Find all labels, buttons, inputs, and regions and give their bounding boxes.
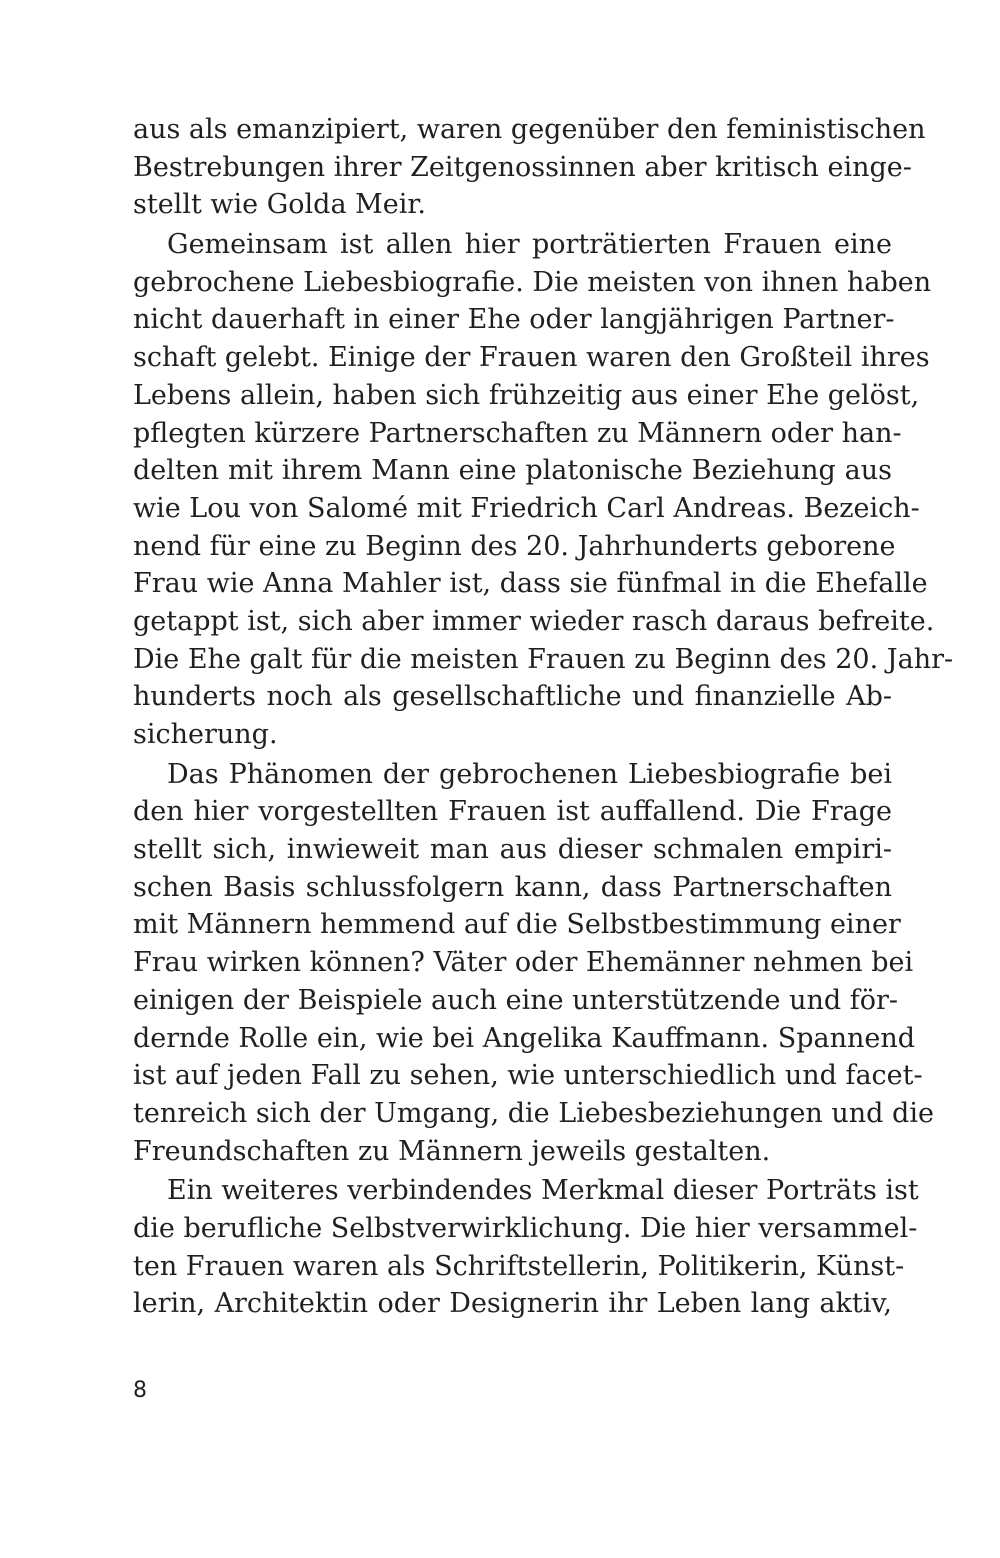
text-line: Frau wie Anna Mahler ist, dass sie fünfmal in die Ehefalle [133, 568, 928, 600]
text-line: delten mit ihrem Mann eine platonische Beziehung aus [133, 455, 892, 487]
paragraph [133, 111, 926, 224]
text-line: mit Männern hemmend auf die Selbstbestimmung einer [133, 909, 901, 941]
text-line: Freundschaften zu Männern jeweils gestalten. [133, 1135, 771, 1167]
text-line: aus als emanzipiert, waren gegenüber den feministischen [133, 114, 926, 145]
text-line: hunderts noch als gesellschaftliche und finanzielle Ab- [133, 681, 892, 713]
text-line: Frau wirken können? Väter oder Ehemänner nehmen bei [133, 947, 914, 979]
paragraph [133, 756, 934, 1171]
body-text [133, 111, 954, 1325]
text-line: nicht dauerhaft in einer Ehe oder langjährigen Partner- [133, 304, 895, 336]
text-line: Bestrebungen ihrer Zeitgenossinnen aber kritisch einge- [133, 151, 912, 183]
text-line: die berufliche Selbstverwirklichung. Die hier versammel- [133, 1212, 918, 1244]
text-line: schen Basis schlussfolgern kann, dass Partnerschaften [133, 871, 892, 903]
text-line: dernde Rolle ein, wie bei Angelika Kauffmann. Spannend [133, 1022, 916, 1054]
text-line: getappt ist, sich aber immer wieder rasch daraus befreite. [133, 605, 935, 637]
text-line: ist auf jeden Fall zu sehen, wie unterschiedlich und facet- [133, 1060, 923, 1092]
paragraph [133, 226, 954, 754]
text-line: nend für eine zu Beginn des 20. Jahrhunderts geborene [133, 530, 896, 562]
text-line: schaft gelebt. Einige der Frauen waren den Großteil ihres [133, 342, 930, 374]
text-line: Gemeinsam ist allen hier porträtierten Frauen eine [167, 229, 892, 261]
paragraph [133, 1172, 919, 1323]
text-line: Ein weiteres verbindendes Merkmal dieser Porträts ist [167, 1175, 919, 1207]
text-line: Die Ehe galt für die meisten Frauen zu Beginn des 20. Jahr- [133, 643, 954, 675]
text-line: stellt sich, inwieweit man aus dieser schmalen empiri- [133, 834, 892, 866]
text-line: wie Lou von Salomé mit Friedrich Carl Andreas. Bezeich- [133, 492, 920, 524]
text-line: gebrochene Liebesbiografie. Die meisten von ihnen haben [133, 266, 932, 298]
text-line: lerin, Architektin oder Designerin ihr Leben lang aktiv, [133, 1288, 892, 1320]
text-line: Lebens allein, haben sich frühzeitig aus einer Ehe gelöst, [133, 379, 920, 411]
text-line: pflegten kürzere Partnerschaften zu Männern oder han- [133, 417, 902, 449]
text-line: tenreich sich der Umgang, die Liebesbeziehungen und die [133, 1097, 934, 1129]
text-line: sicherung. [133, 719, 278, 750]
text-line: stellt wie Golda Meir. [133, 189, 426, 221]
page-number: 8 [133, 1378, 147, 1403]
text-line: den hier vorgestellten Frauen ist auffallend. Die Frage [133, 796, 892, 828]
text-line: Das Phänomen der gebrochenen Liebesbiografie bei [167, 758, 892, 790]
text-line: ten Frauen waren als Schriftstellerin, Politikerin, Künst- [133, 1250, 905, 1282]
text-line: einigen der Beispiele auch eine unterstützende und för- [133, 984, 898, 1016]
